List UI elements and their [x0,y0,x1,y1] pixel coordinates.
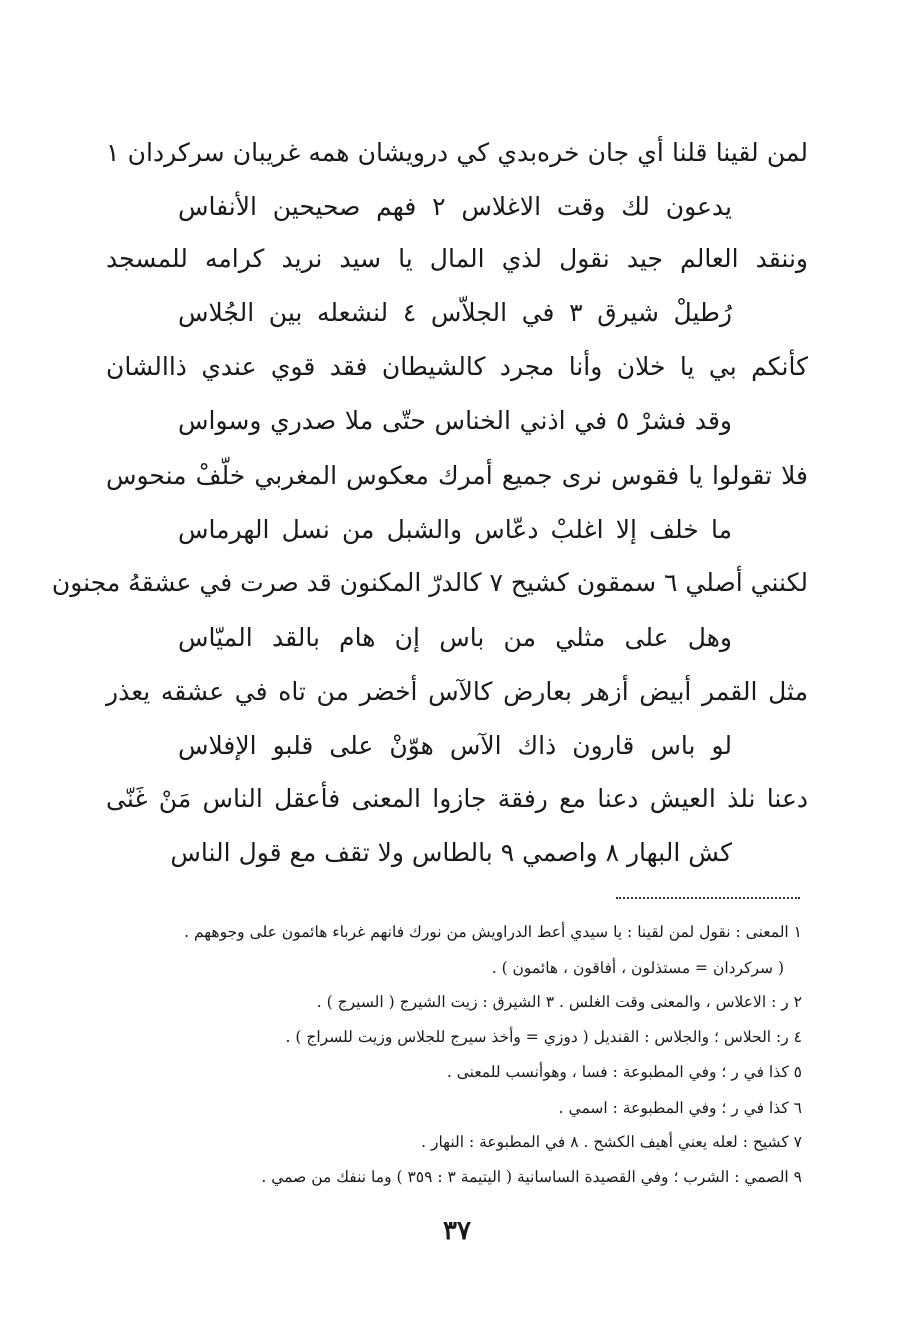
verse-line: دعنا نلذ العيش دعنا مع رفقة جازوا المعنى فأعقل الناس مَنْ غَنّى [106,784,808,813]
verse-line: كأنكم بي يا خلان وأنا مجرد كالشيطان فقد قوي عندي ذاالشان [106,352,808,381]
footnote-divider [616,897,800,899]
page-number: ٣٧ [443,1216,471,1246]
footnote: ٧ كشيح : لعله يعني أهيف الكشح . ٨ في المطبوعة : النهار . [421,1133,802,1151]
verse-line: كش البهار ٨ واصمي ٩ بالطاس ولا تقف مع قول الناس [170,838,732,867]
verse-line: وننقد العالم جيد نقول لذي المال يا سيد نريد كرامه للمسجد [106,244,808,273]
footnote: ٩ الصمي : الشرب ؛ وفي القصيدة الساسانية ( اليتيمة ٣ : ٣٥٩ ) وما ننفك من صمي . [261,1168,802,1186]
footnote: ١ المعنى : نقول لمن لقينا : يا سيدي أعط الدراويش من نورك فانهم غرباء هائمون على وجوههم . [184,923,802,941]
verse-line: فلا تقولوا يا فقوس نرى جميع أمرك معكوس المغربي خلّفْ منحوس [106,461,808,490]
verse-line: لكنني أصلي ٦ سمقون كشيح ٧ كالدرّ المكنون قد صرت في عشقهُ مجنون [51,568,808,597]
footnote: ٢ ر : الاعلاس ، والمعنى وقت الغلس . ٣ الشيرق : زيت الشيرج ( السيرج ) . [316,993,802,1011]
verse-line: لمن لقينا قلنا أي جان خره‌بدي كي درويشان همه غريبان سركردان ١ [106,138,808,167]
verse-line: وقد فشرْ ٥ في اذني الخناس حتّى ملا صدري وسواس [178,406,732,435]
footnote: ٦ كذا في ر ؛ وفي المطبوعة : اسمي . [558,1099,802,1117]
verse-line: ما خلف إلا اغلبْ دعّاس والشبل من نسل الهرماس [178,515,732,544]
verse-line: رُطيلْ شيرق ٣ في الجلاّس ٤ لنشعله بين الجُلاس [178,298,733,327]
verse-line: مثل القمر أبيض أزهر بعارض كالآس أخضر من تاه في عشقه يعذر [106,677,808,706]
verse-line: يدعون لك وقت الاغلاس ٢ فهم صحيحين الأنفاس [178,192,732,221]
footnote: ( سركردان = مستذلون ، أفاقون ، هائمون ) . [491,959,784,977]
verse-line: وهل على مثلي من باس إن هام بالقد الميّاس [178,623,732,652]
footnote: ٥ كذا في ر ؛ وفي المطبوعة : فسا ، وهوأنسب للمعنى . [446,1063,802,1081]
footnote: ٤ ر: الحلاس ؛ والجلاس : القنديل ( دوزي = وأخذ سيرج للجلاس وزيت للسراج ) . [285,1028,802,1046]
verse-line: لو باس قارون ذاك الآس هوّنْ على قلبو الإفلاس [178,731,732,760]
